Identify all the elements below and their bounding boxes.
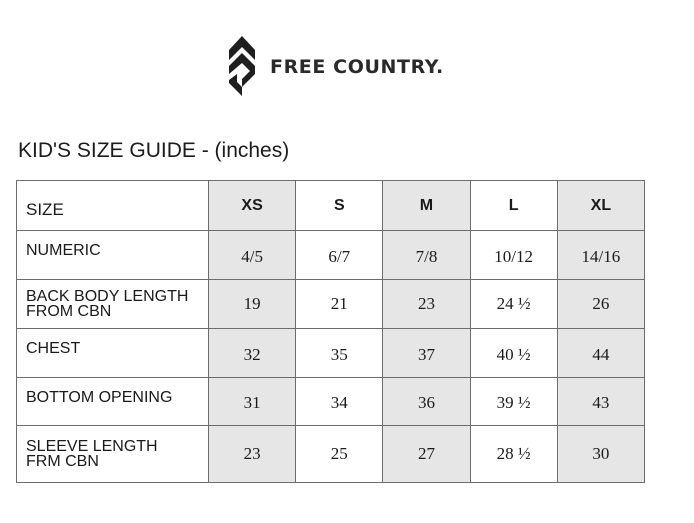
table-cell: 14/16	[557, 231, 644, 280]
table-header-row	[17, 181, 645, 231]
size-header-s: S	[296, 181, 383, 231]
table-cell: 4/5	[209, 231, 296, 280]
table-row	[17, 329, 645, 378]
free-country-logo-icon	[228, 36, 256, 96]
row-label-sleeve-length: SLEEVE LENGTH FRM CBN	[17, 426, 209, 483]
table-cell: 44	[557, 329, 644, 378]
table-cell: 34	[296, 378, 383, 426]
size-header-xs: XS	[209, 181, 296, 231]
table-row	[17, 426, 645, 483]
row-label-bottom-opening: BOTTOM OPENING	[17, 378, 209, 426]
table-row	[17, 378, 645, 426]
table-cell: 24 ½	[470, 280, 557, 329]
table-cell: 7/8	[383, 231, 470, 280]
table-row	[17, 280, 645, 329]
table-cell: 40 ½	[470, 329, 557, 378]
size-header-m: M	[383, 181, 470, 231]
row-label-chest: CHEST	[17, 329, 209, 378]
brand-name: FREE COUNTRY.	[270, 56, 444, 78]
size-table	[16, 180, 645, 483]
brand-logo	[228, 36, 444, 96]
row-label-numeric: NUMERIC	[17, 231, 209, 280]
size-header-xl: XL	[557, 181, 644, 231]
size-header-label: SIZE	[17, 181, 209, 231]
table-cell: 31	[209, 378, 296, 426]
table-cell: 43	[557, 378, 644, 426]
table-cell: 10/12	[470, 231, 557, 280]
table-cell: 39 ½	[470, 378, 557, 426]
size-guide-title: KID'S SIZE GUIDE - (inches)	[18, 139, 290, 162]
table-cell: 26	[557, 280, 644, 329]
table-cell: 23	[209, 426, 296, 483]
table-cell: 32	[209, 329, 296, 378]
table-cell: 25	[296, 426, 383, 483]
table-cell: 23	[383, 280, 470, 329]
table-cell: 21	[296, 280, 383, 329]
table-cell: 6/7	[296, 231, 383, 280]
table-row	[17, 231, 645, 280]
size-header-l: L	[470, 181, 557, 231]
table-cell: 30	[557, 426, 644, 483]
table-cell: 35	[296, 329, 383, 378]
table-cell: 27	[383, 426, 470, 483]
table-cell: 28 ½	[470, 426, 557, 483]
row-label-back-body-length: BACK BODY LENGTH FROM CBN	[17, 280, 209, 329]
table-cell: 36	[383, 378, 470, 426]
table-cell: 19	[209, 280, 296, 329]
table-cell: 37	[383, 329, 470, 378]
